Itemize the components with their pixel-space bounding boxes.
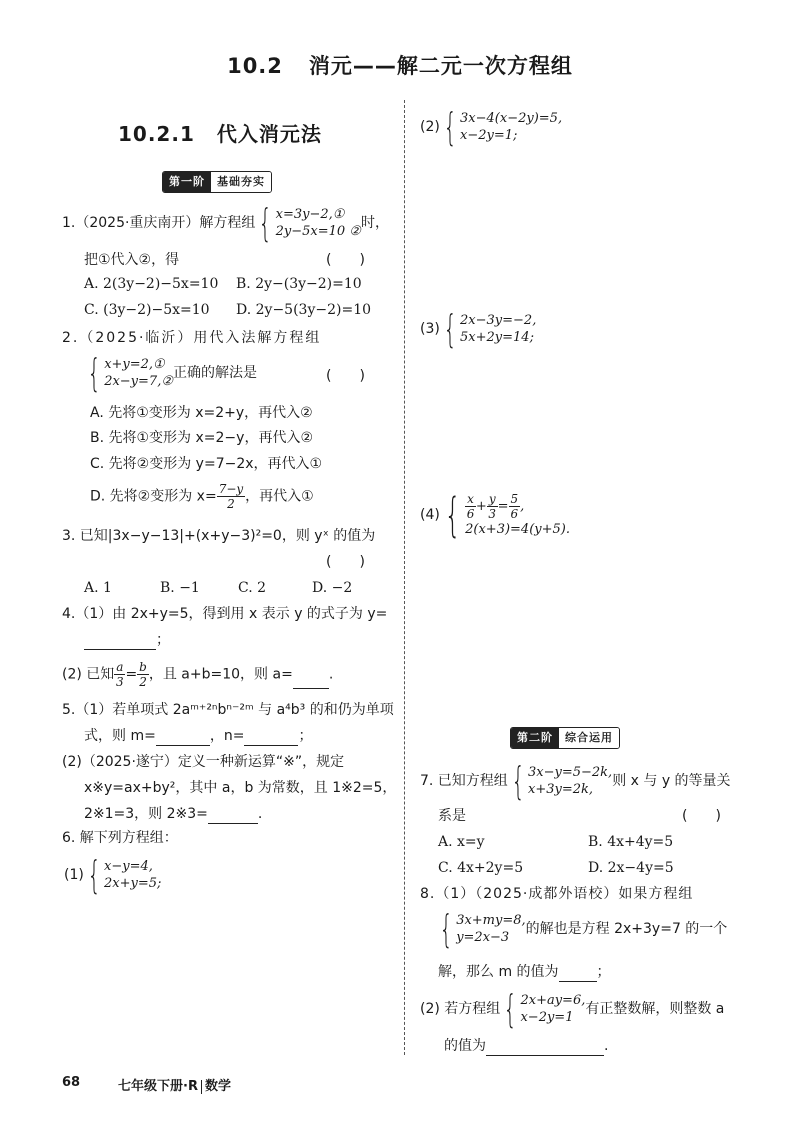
q8-line1: 8.（1）（2025·成都外语校）如果方程组 (420, 886, 694, 902)
q6-part1: (1) { x−y=4, 2x+y=5; (64, 853, 162, 897)
q2-eq2: 2x−y=7,② (104, 374, 173, 389)
q1-system: { x=3y−2,① 2y−5x=10 ② (258, 201, 361, 245)
q3-option-b[interactable]: B. −1 (160, 580, 200, 596)
q8-system1: { 3x+my=8, y=2x−3 (439, 907, 526, 951)
q7-option-a[interactable]: A. x=y (438, 834, 485, 850)
q8-part2: (2) 若方程组 { 2x+ay=6, x−2y=1 有正整数解，则整数 a (420, 987, 725, 1031)
q8-line5: 的值为 . (444, 1038, 609, 1054)
q4-part2: (2) 已知 $\frac{a}{3}$ = $\frac{b}{2}$ ，且 a+b=10，则 a= . (62, 660, 334, 689)
q7-system: { 3x−y=5−2k, x+3y=2k, (511, 759, 613, 803)
q4-part2-pre: (2) 已知 (62, 666, 115, 683)
q3-answer-paren[interactable]: ( ) (326, 554, 365, 570)
q4-part2-blank[interactable] (293, 672, 329, 689)
q4-part1-answer: ； (84, 630, 170, 650)
q6-part4: (4) { $\frac{x}{6}$ + $\frac{y}{3}$ = $\frac{5}{6}$ , 2(x+3)=4(y+5). (420, 488, 570, 542)
level2-tag: 第二阶 (511, 728, 559, 748)
q2-eq1: x+y=2,① (104, 357, 165, 372)
level1-label: 基础夯实 (211, 172, 271, 192)
q7-option-c[interactable]: C. 4x+2y=5 (438, 860, 524, 876)
q8-a-blank[interactable] (486, 1039, 604, 1056)
q6-part2-system: { 3x−4(x−2y)=5, x−2y=1; (443, 105, 563, 149)
q7-option-b[interactable]: B. 4x+4y=5 (588, 834, 674, 850)
level1-badge (162, 171, 272, 193)
q1-prefix: 1.（2025·重庆南开）解方程组 (62, 215, 256, 231)
q5-line5: 2※1=3，则 2※3= . (84, 806, 263, 822)
q1-eq2: 2y−5x=10 ② (275, 224, 361, 239)
q2-answer-paren[interactable]: ( ) (326, 368, 365, 384)
q1-option-a[interactable]: A. 2(3y−2)−5x=10 (84, 276, 219, 292)
q5-answer-blank[interactable] (208, 807, 258, 824)
q2-system: { x+y=2,① 2x−y=7,② (87, 351, 173, 395)
q2-option-a[interactable]: A. 先将①变形为 x=2+y，再代入② (90, 405, 313, 421)
q3-option-c[interactable]: C. 2 (238, 580, 267, 596)
q2-option-d-pre: D. 先将②变形为 x= (90, 488, 217, 505)
q4-part1-blank[interactable] (84, 633, 156, 650)
q5-line3: (2)（2025·遂宁）定义一种新运算“※”，规定 (62, 754, 345, 770)
q3-option-a[interactable]: A. 1 (84, 580, 112, 596)
q5-n-blank[interactable] (244, 729, 298, 746)
q7-stem: 7. 已知方程组 { 3x−y=5−2k, x+3y=2k, 则 x 与 y 的等量关 (420, 759, 731, 803)
q6-part1-system: { x−y=4, 2x+y=5; (87, 853, 162, 897)
q2-stem (84, 351, 257, 395)
level1-tag: 第一阶 (163, 172, 211, 192)
column-divider (404, 100, 405, 1055)
q1-stem (62, 201, 389, 245)
q1-suffix: 时， (360, 215, 389, 231)
q8-part1: { 3x+my=8, y=2x−3 的解也是方程 2x+3y=7 的一个 (436, 910, 727, 948)
q5-line1: 5.（1）若单项式 2aᵐ⁺²ⁿbⁿ⁻²ᵐ 与 a⁴b³ 的和仍为单项 (62, 702, 394, 718)
q1-answer-paren[interactable]: ( ) (326, 252, 365, 268)
section-number: 10.2.1 (118, 122, 195, 146)
q8-line3: 解，那么 m 的值为 ； (438, 964, 611, 980)
q6-part3-system: { 2x−3y=−2, 5x+2y=14; (443, 307, 537, 351)
page-title (0, 50, 800, 80)
chapter-title: 消元——解二元一次方程组 (308, 54, 573, 78)
footer-label (118, 1075, 231, 1094)
level2-badge (510, 727, 620, 749)
q6-title: 6. 解下列方程组： (62, 830, 178, 846)
q6-part4-system: { $\frac{x}{6}$ + $\frac{y}{3}$ = $\frac{5}{6}$ , 2(x+3)=4(y+5). (444, 488, 570, 542)
q4-part2-post: ，且 a+b=10，则 a= (148, 666, 293, 683)
q3-option-d[interactable]: D. −2 (312, 580, 353, 596)
q2-option-c[interactable]: C. 先将②变形为 y=7−2x，再代入① (90, 456, 323, 472)
q6-part3: (3) { 2x−3y=−2, 5x+2y=14; (420, 307, 537, 351)
level2-label: 综合运用 (559, 728, 619, 748)
footer-subject: 数学 (204, 1079, 231, 1094)
q5-m-blank[interactable] (156, 729, 210, 746)
section-name: 代入消元法 (216, 122, 322, 146)
q4-fraction-a: $\frac{a}{3}$ (116, 660, 124, 689)
q5-line4: x※y=ax+by²，其中 a，b 为常数，且 1※2=5， (84, 780, 397, 796)
page-number: 68 (62, 1075, 81, 1090)
q6-part2: (2) { 3x−4(x−2y)=5, x−2y=1; (420, 105, 563, 149)
q1-option-c[interactable]: C. (3y−2)−5x=10 (84, 302, 210, 318)
q7-option-d[interactable]: D. 2x−4y=5 (588, 860, 674, 876)
q2-option-d[interactable] (90, 482, 314, 511)
q3-stem: 3. 已知|3x−y−13|+(x+y−3)²=0，则 yˣ 的值为 (62, 528, 376, 544)
footer-grade: 七年级下册·R (118, 1079, 198, 1094)
q1-option-b[interactable]: B. 2y−(3y−2)=10 (236, 276, 362, 292)
q4-fraction-b: $\frac{b}{2}$ (139, 660, 147, 689)
q5-line2: 式，则 m= ，n= ； (84, 728, 313, 744)
q7-answer-paren[interactable]: ( ) (682, 808, 721, 824)
q2-prefix: 2.（2025·临沂）用代入法解方程组 (62, 330, 322, 346)
q8-m-blank[interactable] (559, 965, 597, 982)
q2-option-d-fraction: $\frac{7-y}{2}$ (218, 482, 244, 511)
q8-system2: { 2x+ay=6, x−2y=1 (503, 987, 586, 1031)
section-title (118, 118, 322, 147)
q2-option-d-post: ，再代入① (245, 488, 314, 505)
q1-option-d[interactable]: D. 2y−5(3y−2)=10 (236, 302, 372, 318)
q1-line2: 把①代入②，得 (84, 252, 180, 268)
q4-part1: 4.（1）由 2x+y=5，得到用 x 表示 y 的式子为 y= (62, 606, 388, 622)
q7-line2: 系是 (438, 808, 466, 824)
q2-suffix: 正确的解法是 (172, 365, 257, 381)
chapter-number: 10.2 (227, 54, 283, 78)
q2-option-b[interactable]: B. 先将①变形为 x=2−y，再代入② (90, 430, 313, 446)
q1-eq1: x=3y−2,① (275, 207, 345, 222)
